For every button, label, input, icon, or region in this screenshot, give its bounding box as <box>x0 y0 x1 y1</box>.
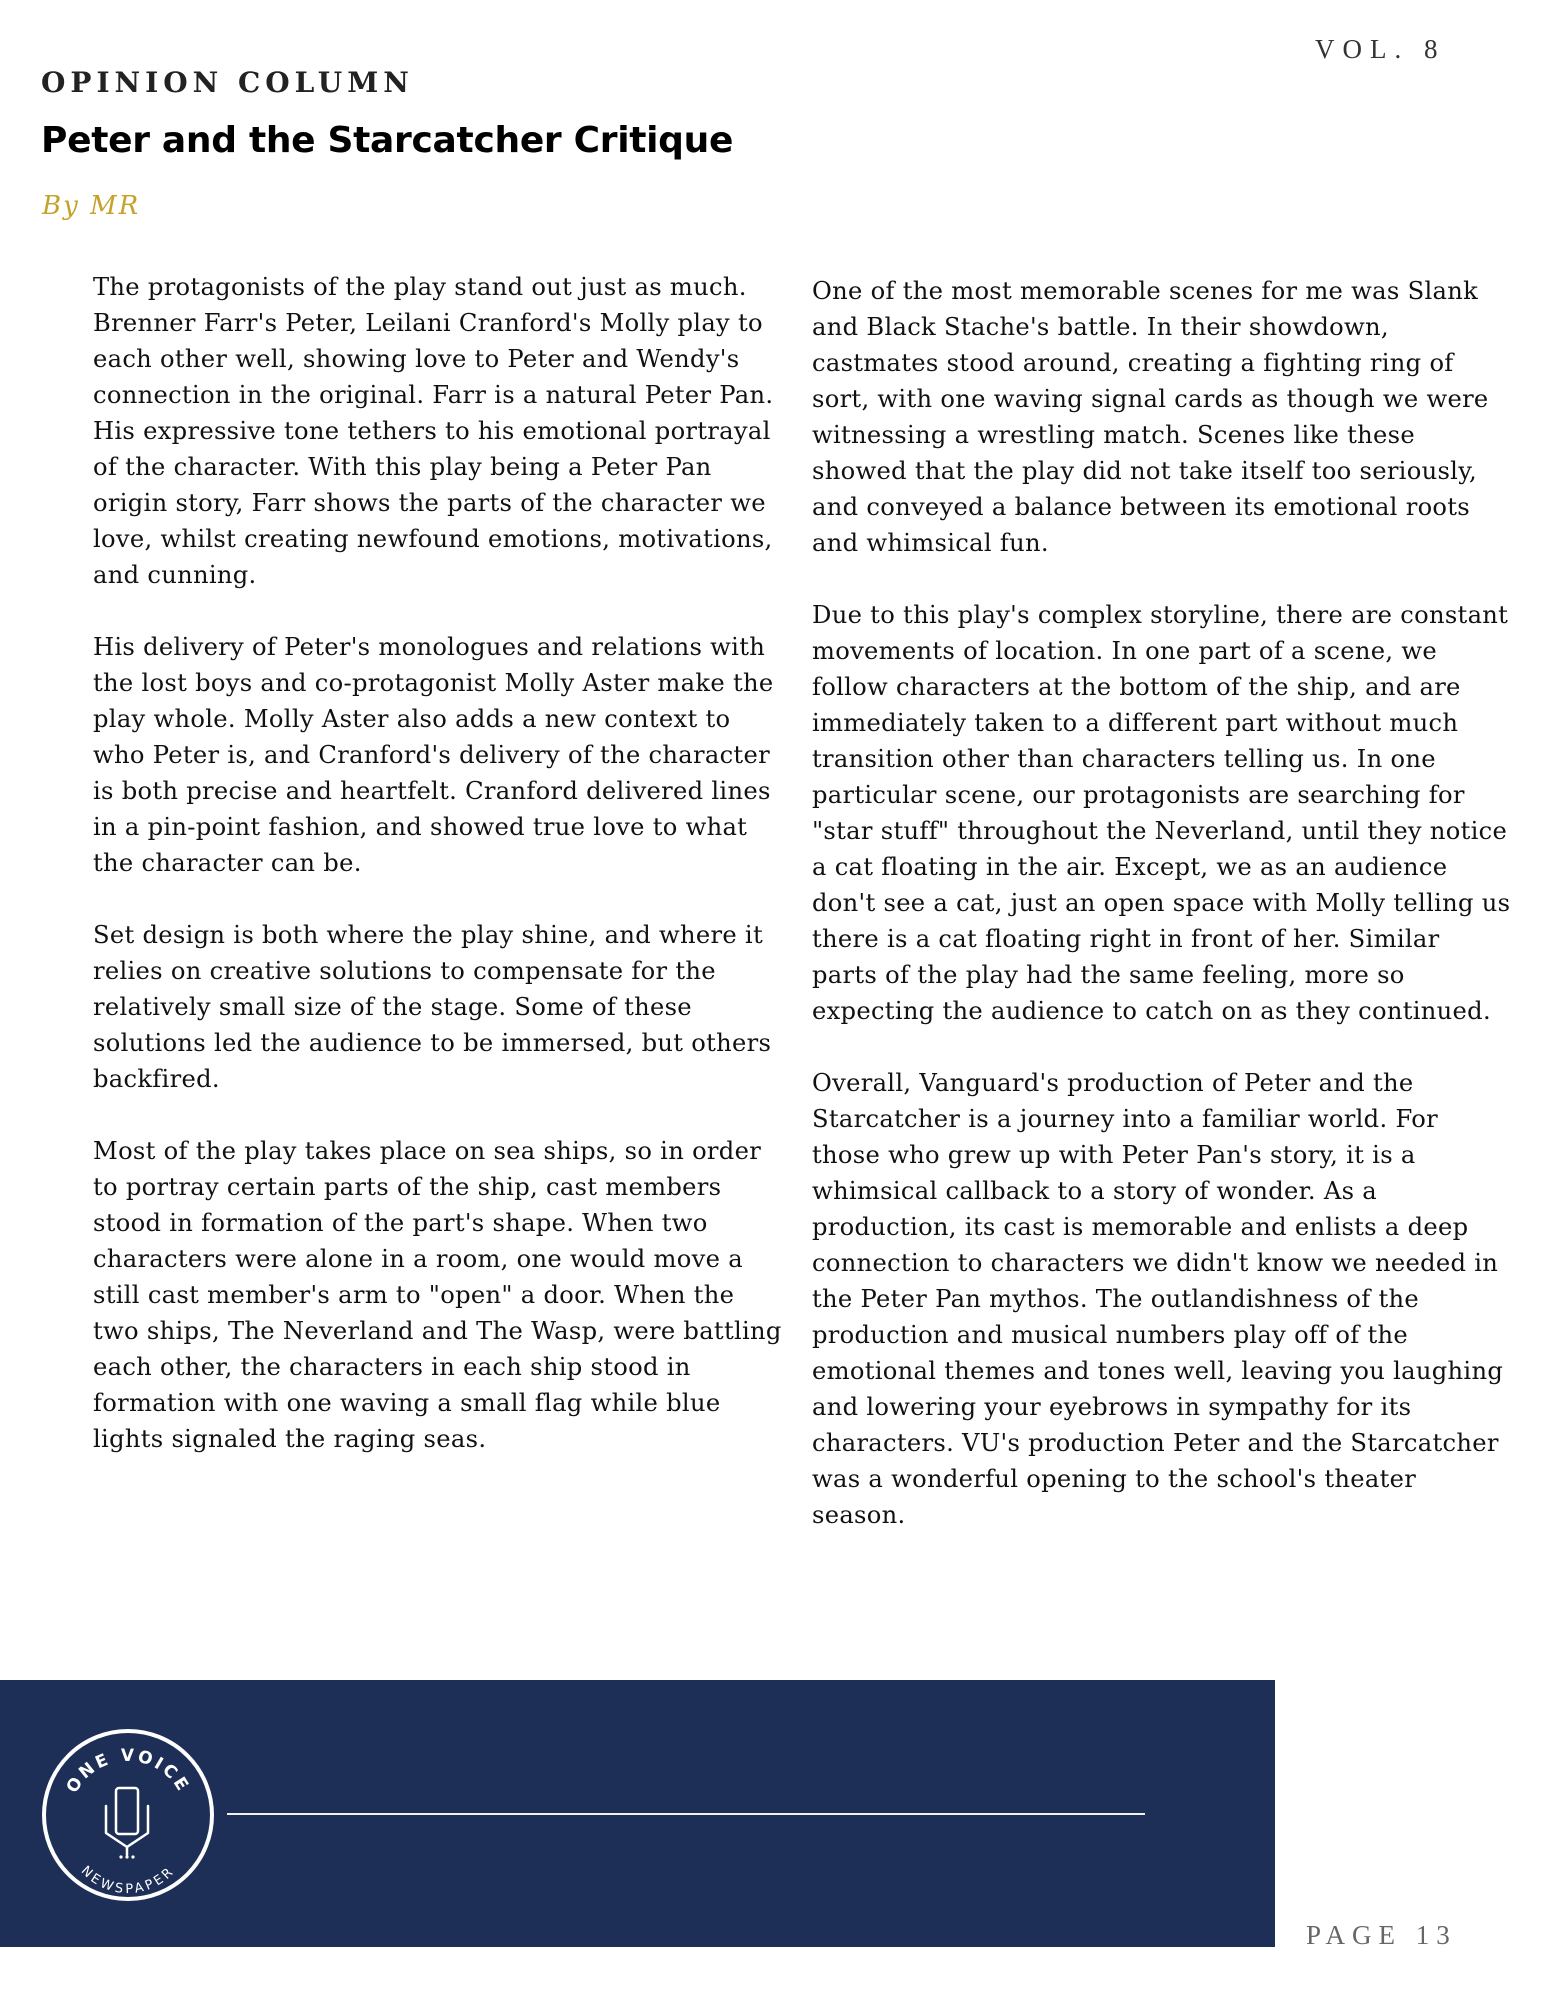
article-title: Peter and the Starcatcher Critique <box>41 120 734 161</box>
byline: By MR <box>42 191 141 221</box>
paragraph: Most of the play takes place on sea ships, so in order to portray certain parts of the ship, cast members stood in formation of the part's shape. When two characters were alone in a room, one would move a still cast member's arm to "open" a door. When the two ships, The Neverland and The Wasp, were battling each other, the characters in each ship stood in formation with one waving a small flag while blue lights signaled the raging seas. <box>93 1137 782 1453</box>
paragraph: His delivery of Peter's monologues and relations with the lost boys and co-protagonist Molly Aster make the play whole. Molly Aster also adds a new context to who Peter is, and Cranford's delivery of the character is both precise and heartfelt. Cranford delivered lines in a pin-point fashion, and showed true love to what the character can be. <box>93 633 774 877</box>
article-column-right <box>812 273 1512 1533</box>
logo-top-text: ONE VOICE <box>62 1745 194 1797</box>
microphone-icon <box>106 1788 148 1855</box>
footer-divider <box>227 1813 1145 1815</box>
volume-label: VOL. 8 <box>1315 34 1446 64</box>
paragraph: Set design is both where the play shine, and where it relies on creative solutions to compensate for the relatively small size of the stage. Some of these solutions led the audience to be immersed, but others backfired. <box>93 921 772 1093</box>
paragraph: Overall, Vanguard's production of Peter and the Starcatcher is a journey into a familiar world. For those who grew up with Peter Pan's story, it is a whimsical callback to a story of wonder. As a production, its cast is memorable and enlists a deep connection to characters we didn't know we needed in the Peter Pan mythos. The outlandishness of the production and musical numbers play off of the emotional themes and tones well, leaving you laughing and lowering your eyebrows in sympathy for its characters. VU's production Peter and the Starcatcher was a wonderful opening to the school's theater season. <box>812 1069 1504 1529</box>
footer-band <box>0 1680 1275 1947</box>
section-label: OPINION COLUMN <box>41 66 414 99</box>
logo-bottom-text: NEWSPAPER <box>77 1863 179 1898</box>
paragraph: The protagonists of the play stand out just as much. Brenner Farr's Peter, Leilani Cranford's Molly play to each other well, showing love to Peter and Wendy's connection in the original. Farr is a natural Peter Pan. His expressive tone tethers to his emotional portrayal of the character. With this play being a Peter Pan origin story, Farr shows the parts of the character we love, whilst creating newfound emotions, motivations, and cunning. <box>93 273 774 589</box>
page-number: PAGE 13 <box>1306 1920 1457 1950</box>
article-column-left <box>93 269 783 1457</box>
paragraph: Due to this play's complex storyline, there are constant movements of location. In one part of a scene, we follow characters at the bottom of the ship, and are immediately taken to a different part without much transition other than characters telling us. In one particular scene, our protagonists are searching for "star stuff" throughout the Neverland, until they notice a cat floating in the air. Except, we as an audience don't see a cat, just an open space with Molly telling us there is a cat floating right in front of her. Similar parts of the play had the same feeling, more so expecting the audience to catch on as they continued. <box>812 601 1511 1025</box>
paragraph: One of the most memorable scenes for me was Slank and Black Stache's battle. In their showdown, castmates stood around, creating a fighting ring of sort, with one waving signal cards as though we were witnessing a wrestling match. Scenes like these showed that the play did not take itself too seriously, and conveyed a balance between its emotional roots and whimsical fun. <box>812 277 1489 557</box>
newspaper-logo <box>40 1727 216 1903</box>
